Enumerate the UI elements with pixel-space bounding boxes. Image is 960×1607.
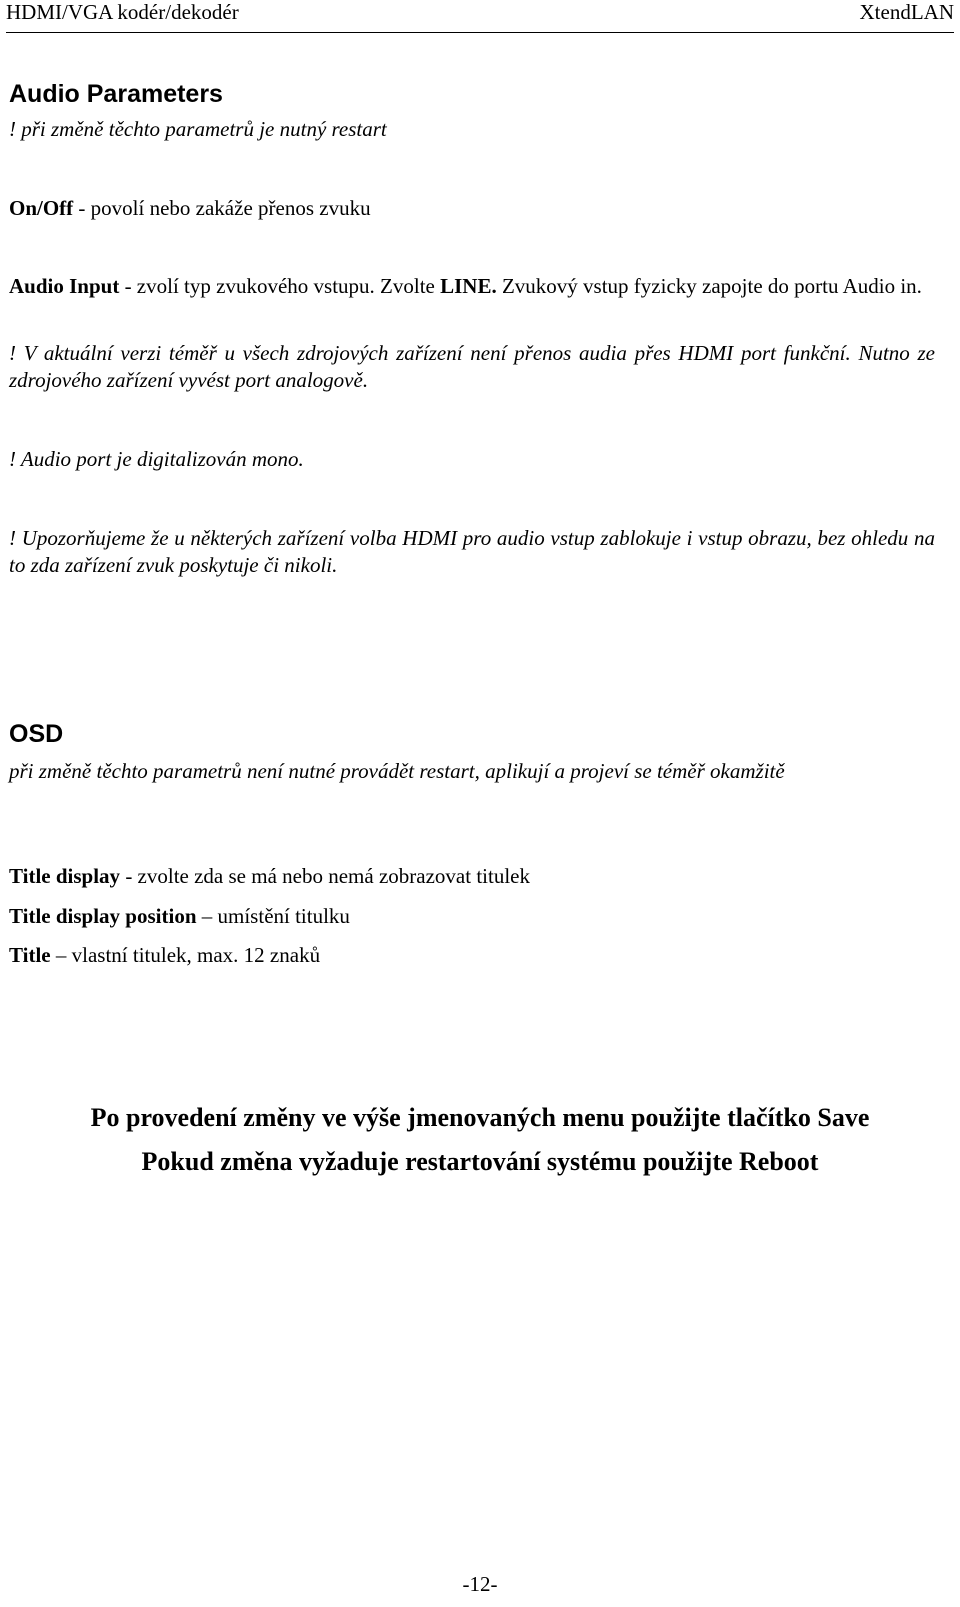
footer-note-save: Po provedení změny ve výše jmenovaných menu použijte tlačítko Save	[90, 1103, 870, 1132]
audio-note-1: ! V aktuální verzi téměř u všech zdrojových zařízení není přenos audia přes HDMI port funkční. Nutno ze zdrojového zařízení vyvést port analogově.	[9, 341, 935, 392]
item3-text: – vlastní titulek, max. 12 znaků	[50, 943, 321, 967]
item2-text: – umístění titulku	[196, 904, 350, 928]
osd-item-title	[9, 942, 320, 969]
header-title: HDMI/VGA kodér/dekodér	[6, 0, 239, 24]
audio-onoff	[9, 195, 371, 222]
input-text-2: Zvukový vstup fyzicky zapojte do portu Audio in.	[496, 274, 922, 298]
onoff-text: - povolí nebo zakáže přenos zvuku	[73, 196, 371, 220]
page-header	[6, 0, 954, 33]
input-text-1: - zvolí typ zvukového vstupu. Zvolte	[119, 274, 441, 298]
header-brand: XtendLAN	[859, 0, 954, 24]
item3-label: Title	[9, 943, 51, 967]
osd-heading: OSD	[9, 720, 64, 748]
item2-label: Title display position	[9, 904, 197, 928]
item1-label: Title display	[9, 864, 121, 888]
footer-note-reboot: Pokud změna vyžaduje restartování systému použijte Reboot	[141, 1147, 819, 1176]
osd-note: při změně těchto parametrů není nutné provádět restart, aplikují a projeví se téměř okamžitě	[9, 759, 785, 783]
audio-heading: Audio Parameters	[9, 80, 223, 108]
item1-text: - zvolte zda se má nebo nemá zobrazovat titulek	[120, 864, 530, 888]
input-label: Audio Input	[9, 274, 120, 298]
onoff-label: On/Off	[9, 196, 74, 220]
osd-item-title-position	[9, 903, 350, 930]
audio-warning: ! při změně těchto parametrů je nutný restart	[9, 117, 387, 141]
input-line: LINE.	[440, 274, 497, 298]
page-number: -12-	[462, 1572, 498, 1596]
audio-note-2: ! Audio port je digitalizován mono.	[9, 447, 304, 471]
audio-note-3: ! Upozorňujeme že u některých zařízení volba HDMI pro audio vstup zablokuje i vstup obrazu, bez ohledu na to zda zařízení zvuk poskytuje či nikoli.	[9, 526, 935, 577]
audio-input	[9, 273, 939, 300]
osd-item-title-display	[9, 863, 530, 890]
